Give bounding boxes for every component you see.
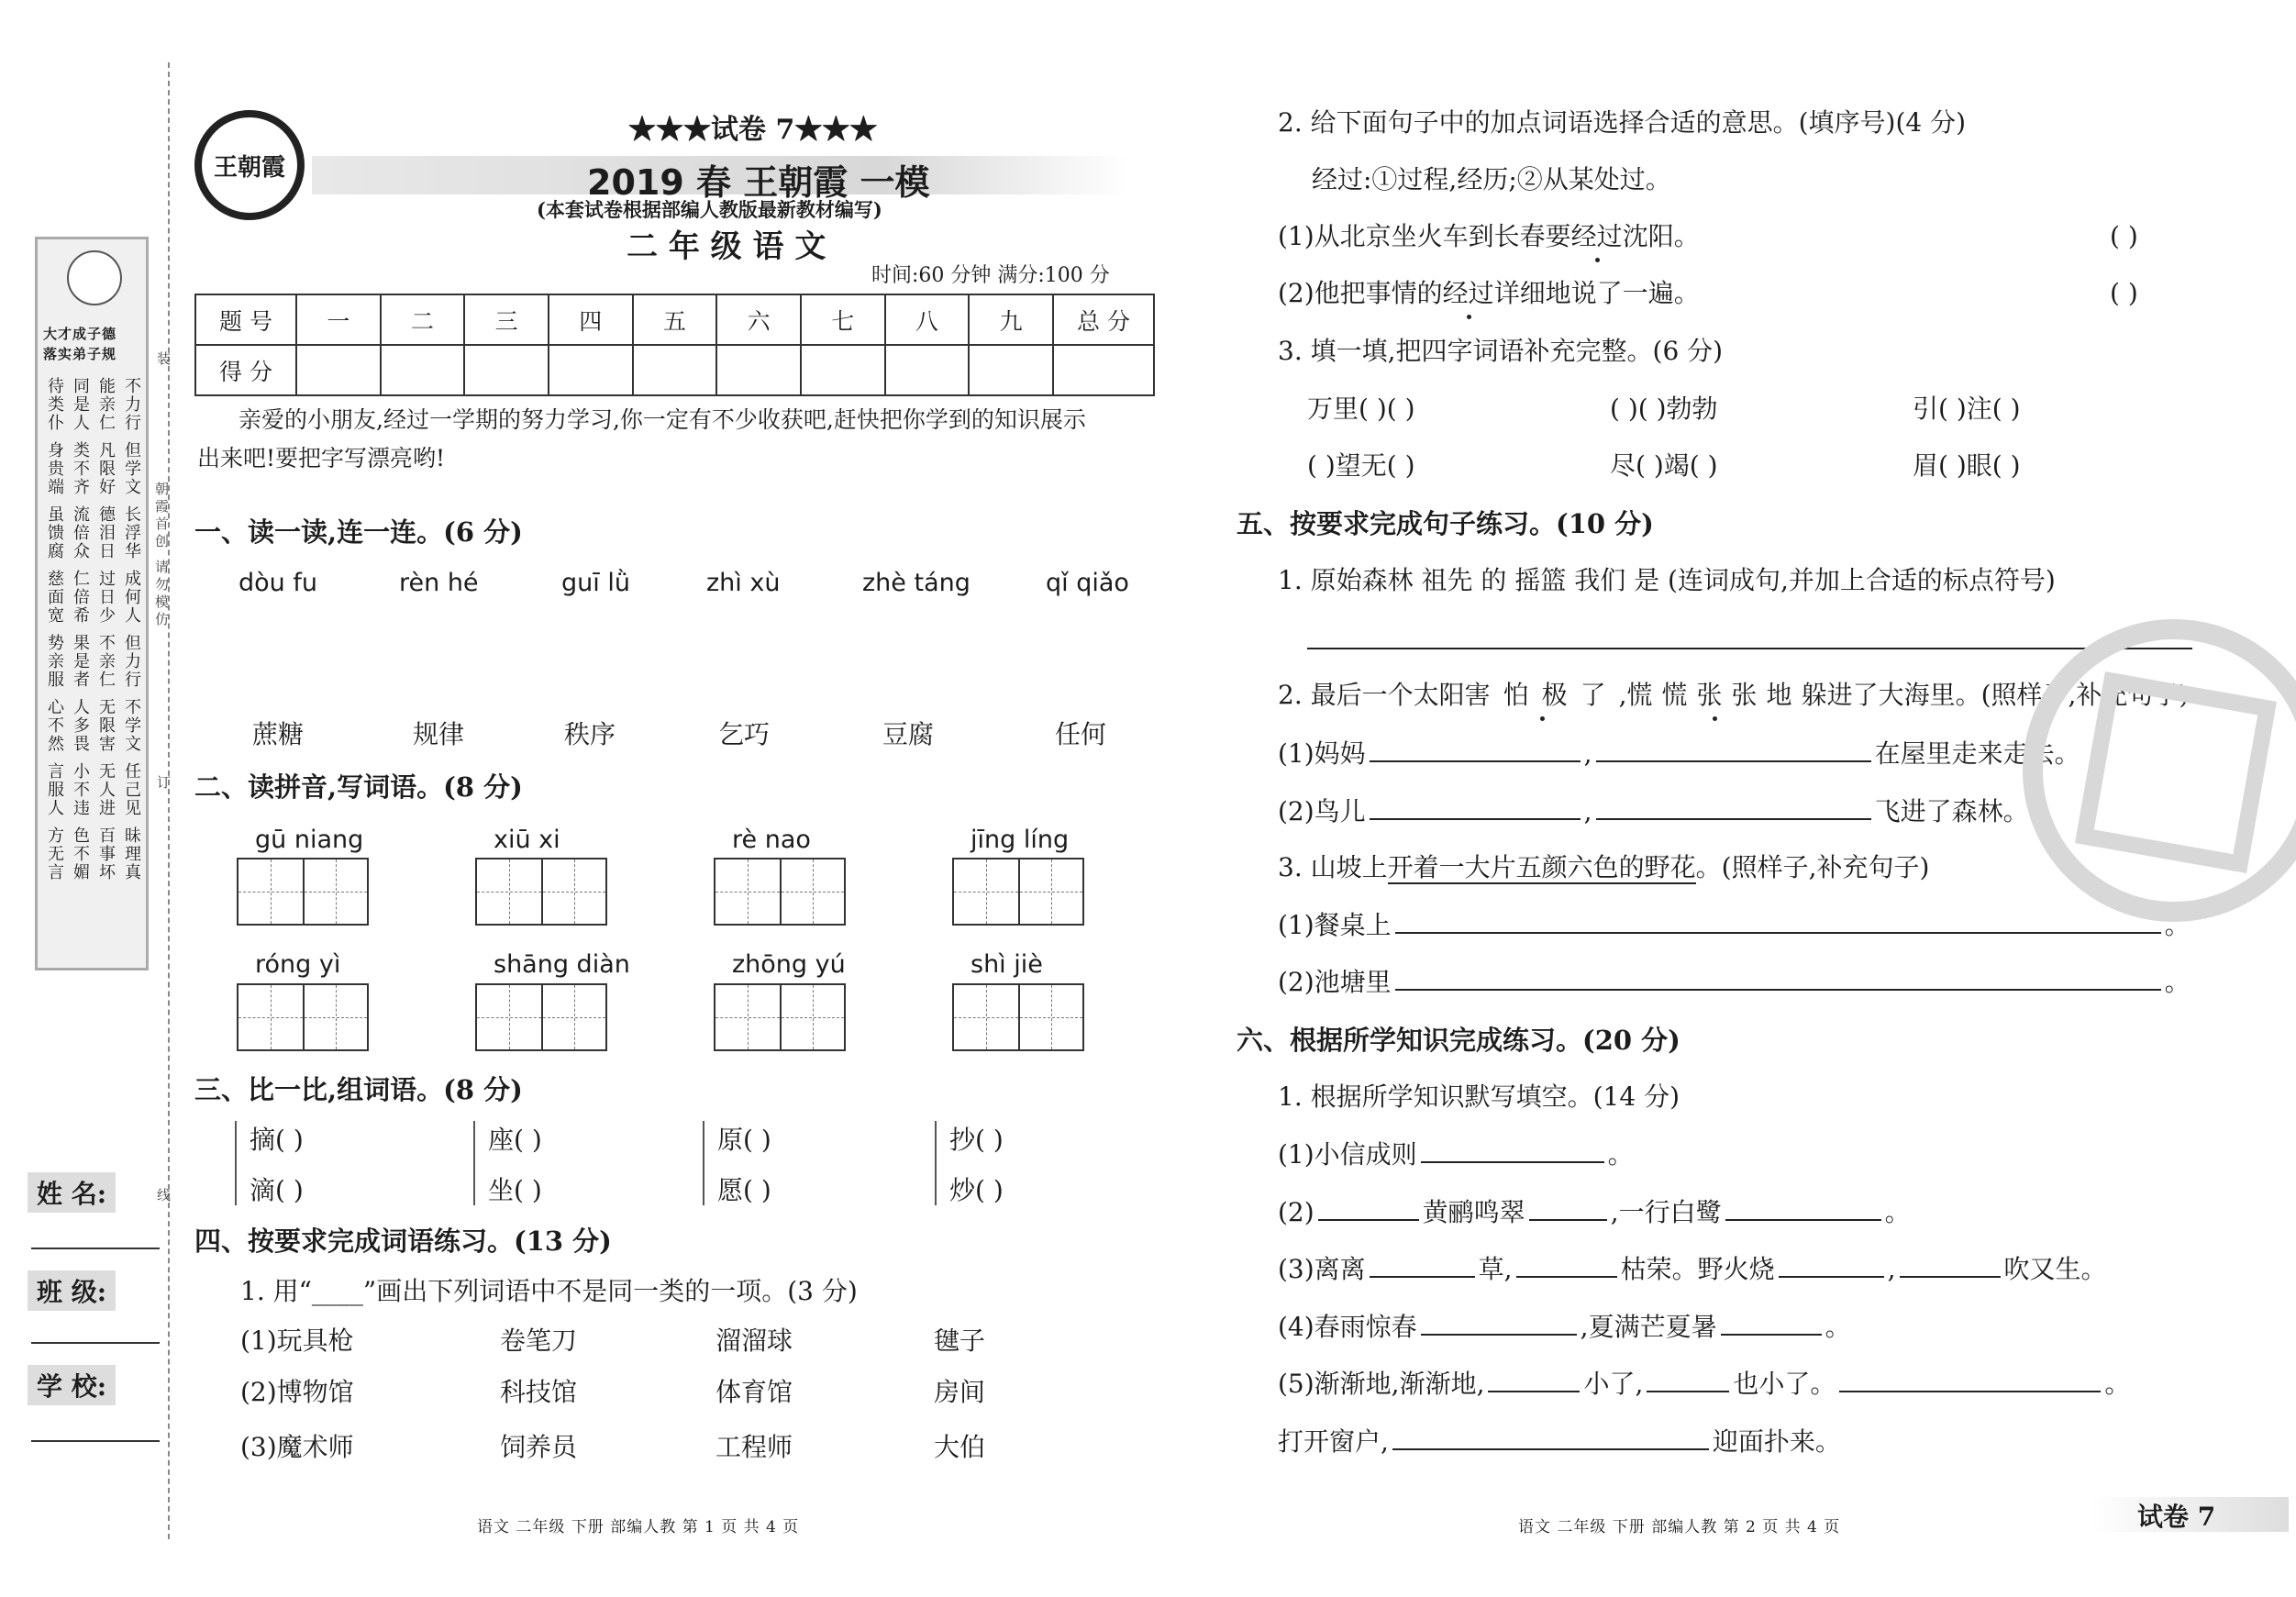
s5-q2-2 xyxy=(1278,794,2029,828)
word-item[interactable]: 豆腐 xyxy=(882,719,935,749)
motto-column: 果是者 xyxy=(71,634,90,689)
q2-1-dotted-word: 经过 xyxy=(1570,221,1623,251)
compare-bottom[interactable]: 炒( ) xyxy=(949,1175,1004,1205)
cartoon-figure-icon xyxy=(67,250,122,305)
grid-pinyin: shāng diàn xyxy=(494,950,630,979)
motto-column: 待类仆 xyxy=(45,377,64,432)
motto-column: 百事坏 xyxy=(96,826,116,882)
intro-line-1: 亲爱的小朋友,经过一学期的努力学习,你一定有不少收获吧,赶快把你学到的知识展示 xyxy=(238,406,1086,433)
school-label: 学 校: xyxy=(28,1365,116,1405)
motto-column: 势亲服 xyxy=(45,634,64,689)
class-field[interactable] xyxy=(31,1342,160,1344)
grid-cell[interactable] xyxy=(541,985,605,1049)
score-row-label: 得 分 xyxy=(195,345,296,395)
s4-q2-def: 经过:①过程,经历;②从某处过。 xyxy=(1312,164,1671,194)
watermark-seal xyxy=(2023,619,2296,922)
section-6-title: 六、根据所学知识完成练习。(20 分) xyxy=(1237,1025,1680,1056)
compare-top[interactable]: 座( ) xyxy=(488,1125,542,1155)
s4-q2-2 xyxy=(1278,277,1700,310)
s5-q3-1 xyxy=(1278,908,2191,942)
motto-column: 虽馈腐 xyxy=(45,505,64,560)
s5-q2-2-blank-a[interactable] xyxy=(1370,794,1581,820)
s5-q3-2-label: (2)池塘里 xyxy=(1278,967,1392,997)
score-header-cell: 八 xyxy=(885,294,970,345)
score-table xyxy=(194,294,1155,396)
motto-column: 不学文 xyxy=(122,698,141,753)
score-input-cell[interactable] xyxy=(296,345,381,395)
word-option[interactable]: 体育馆 xyxy=(715,1377,793,1407)
s6-l3-d: 吹又生。 xyxy=(2003,1254,2107,1284)
score-header-cell: 总 分 xyxy=(1053,294,1154,345)
compare-top[interactable]: 抄( ) xyxy=(949,1125,1004,1155)
s4-q2-2-answer[interactable]: ( ) xyxy=(2110,278,2138,308)
s5-q2-dotted-1: 害怕极了 xyxy=(1464,680,1619,710)
motto-column: 过日少 xyxy=(96,570,116,625)
s6-l2-blank-1[interactable] xyxy=(1318,1195,1419,1221)
q2-1-text-a: (1)从北京坐火车到长春要 xyxy=(1278,221,1571,251)
compare-bracket xyxy=(473,1121,475,1205)
writing-grid[interactable] xyxy=(714,983,846,1051)
compare-bracket xyxy=(235,1121,237,1205)
word-item[interactable]: 乞巧 xyxy=(718,719,771,749)
paper-title: 2019 春 王朝霞 一模 xyxy=(587,162,930,203)
idiom-item[interactable]: ( )望无( ) xyxy=(1307,450,1415,481)
binding-line xyxy=(168,62,170,1539)
s6-l1-blank[interactable] xyxy=(1421,1137,1604,1163)
s5-q3-text-a: 3. 山坡上 xyxy=(1278,852,1388,882)
word-option[interactable]: 卷笔刀 xyxy=(500,1325,578,1356)
motto-group xyxy=(41,377,144,432)
time-score: 时间:60 分钟 满分:100 分 xyxy=(871,264,1110,287)
score-header-cell: 五 xyxy=(633,294,717,345)
s5-q2-1-comma: , xyxy=(1583,738,1592,769)
motto-column: 心不然 xyxy=(45,698,64,753)
s5-q2-1-blank-b[interactable] xyxy=(1596,737,1871,762)
s5-q2-text-a: 2. 最后一个太阳 xyxy=(1278,680,1465,710)
paper-subtitle: (本套试卷根据部编人教版最新教材编写) xyxy=(537,198,882,221)
s6-l3-blank-4[interactable] xyxy=(1900,1252,2001,1278)
compare-top[interactable]: 摘( ) xyxy=(250,1125,304,1155)
grid-cell[interactable] xyxy=(780,985,844,1049)
motto-column: 色不媚 xyxy=(71,826,90,882)
s6-l3-a: (3)离离 xyxy=(1278,1254,1366,1284)
s6-l4-a: (4)春雨惊春 xyxy=(1278,1312,1417,1342)
school-field[interactable] xyxy=(31,1440,160,1442)
s4-q3: 3. 填一填,把四字词语补充完整。(6 分) xyxy=(1278,336,1724,366)
grid-cell[interactable] xyxy=(1018,985,1082,1049)
motto-column: 仁倍希 xyxy=(71,570,90,625)
s5-q3-1-period: 。 xyxy=(2164,910,2191,940)
s5-q2-2-blank-b[interactable] xyxy=(1596,794,1871,820)
s5-q3-2-blank[interactable] xyxy=(1395,965,2161,991)
motto-column: 能亲仁 xyxy=(96,377,116,432)
motto-column: 但力行 xyxy=(122,634,141,689)
score-header-cell: 四 xyxy=(549,294,633,345)
motto-column: 无限害 xyxy=(96,698,116,753)
word-item[interactable]: 规律 xyxy=(413,719,465,749)
pinyin-item[interactable]: qǐ qiǎo xyxy=(1046,569,1129,597)
s6-l2-blank-3[interactable] xyxy=(1725,1195,1881,1221)
s4-q1: 1. 用“____”画出下列词语中不是同一类的一项。(3 分) xyxy=(240,1276,858,1306)
s6-l2-b: 黄鹂鸣翠 xyxy=(1422,1197,1525,1227)
section-1-title: 一、读一读,连一连。(6 分) xyxy=(194,516,523,548)
grid-pinyin: róng yì xyxy=(255,950,341,979)
s5-q2-text-b: 躲进了大海里。(照样子,补充句子) xyxy=(1801,680,2190,710)
s6-l4-blank-2[interactable] xyxy=(1721,1310,1822,1336)
pinyin-item[interactable]: zhè táng xyxy=(862,569,971,597)
s6-l2-c: ,一行白鹭 xyxy=(1610,1197,1722,1227)
s5-q3-underlined: 开着一大片五颜六色的野花 xyxy=(1387,852,1696,882)
q2-2-text-b: 详细地说了一遍。 xyxy=(1493,278,1700,308)
writing-grid[interactable] xyxy=(237,858,369,926)
grid-cell[interactable] xyxy=(477,985,541,1049)
name-field[interactable] xyxy=(31,1248,160,1249)
section-4-title: 四、按要求完成词语练习。(13 分) xyxy=(194,1225,612,1257)
strip-zhuang: 装 xyxy=(155,351,172,369)
motto-group xyxy=(41,570,144,625)
score-header-cell: 题 号 xyxy=(195,294,296,345)
s5-q3 xyxy=(1278,851,1929,884)
motto-column: 人多畏 xyxy=(71,698,90,753)
score-input-cell[interactable] xyxy=(464,345,549,395)
motto-column: 慈面宽 xyxy=(45,570,64,625)
grid-pinyin: rè nao xyxy=(732,826,811,854)
s5-q2-1-blank-a[interactable] xyxy=(1370,737,1581,762)
score-header-cell: 七 xyxy=(801,294,885,345)
idiom-item[interactable]: 万里( )( ) xyxy=(1307,394,1415,424)
score-input-cell[interactable] xyxy=(1053,345,1154,395)
word-option[interactable]: 房间 xyxy=(934,1377,986,1407)
class-label: 班 级: xyxy=(28,1270,116,1311)
word-option[interactable]: 大伯 xyxy=(934,1432,986,1462)
grid-cell[interactable] xyxy=(303,859,367,924)
publisher-logo xyxy=(194,110,305,220)
word-option[interactable]: 溜溜球 xyxy=(715,1325,793,1356)
word-option[interactable]: (3)魔术师 xyxy=(240,1432,354,1462)
s6-l1-text: (1)小信成则 xyxy=(1278,1139,1417,1170)
score-input-cell[interactable] xyxy=(885,345,970,395)
strip-xian: 线 xyxy=(155,1188,172,1205)
word-option[interactable]: 饲养员 xyxy=(500,1432,578,1462)
pinyin-item[interactable]: guī lǜ xyxy=(561,569,630,597)
pinyin-item[interactable]: rèn hé xyxy=(399,569,479,597)
s5-q2-1-label: (1)妈妈 xyxy=(1278,738,1366,769)
footer-badge: 试卷 7 xyxy=(2137,1502,2216,1532)
motto-column: 德泪日 xyxy=(96,505,116,560)
s6-l4-period: 。 xyxy=(1825,1312,1851,1342)
s6-l5-a: (5)渐渐地,渐渐地, xyxy=(1278,1369,1485,1399)
word-option[interactable]: (1)玩具枪 xyxy=(240,1325,354,1356)
motto-sidebar xyxy=(35,237,149,970)
s6-line-4 xyxy=(1278,1310,1851,1344)
grid-cell[interactable] xyxy=(954,859,1018,924)
s6-l5-blank-3[interactable] xyxy=(1839,1367,2101,1392)
s5-q3-2-period: 。 xyxy=(2164,967,2191,997)
s6-l5-period: 。 xyxy=(2104,1369,2131,1399)
s5-q2-2-label: (2)鸟儿 xyxy=(1278,796,1366,826)
compare-top[interactable]: 原( ) xyxy=(717,1125,771,1155)
motto-group xyxy=(41,441,144,496)
score-header-row xyxy=(195,294,1154,345)
motto-column: 成何人 xyxy=(122,570,141,625)
score-header-cell: 六 xyxy=(716,294,801,345)
s5-q2-2-tail: 飞进了森林。 xyxy=(1874,796,2029,826)
s4-q2-1-answer[interactable]: ( ) xyxy=(2110,221,2138,251)
s6-line-2 xyxy=(1278,1195,1911,1229)
q2-1-text-b: 沈阳。 xyxy=(1622,221,1700,251)
footer-page-1: 语文 二年级 下册 部编人教 第 1 页 共 4 页 xyxy=(477,1518,800,1536)
s6-l5-c: 也小了。 xyxy=(1733,1369,1836,1399)
grid-pinyin: shì jiè xyxy=(971,950,1043,979)
s5-q3-1-blank[interactable] xyxy=(1395,908,2161,934)
s5-q1: 1. 原始森林 祖先 的 摇篮 我们 是 (连词成句,并加上合适的标点符号) xyxy=(1278,565,2056,595)
q2-2-dotted-word: 经过 xyxy=(1442,278,1494,308)
grid-cell[interactable] xyxy=(541,859,605,924)
word-item[interactable]: 任何 xyxy=(1055,719,1107,749)
grid-pinyin: gū niang xyxy=(255,826,364,854)
writing-grid[interactable] xyxy=(714,858,846,926)
score-header-cell: 九 xyxy=(969,294,1053,345)
s5-q2-comma: , xyxy=(1618,680,1627,710)
s6-l2-blank-2[interactable] xyxy=(1529,1195,1607,1221)
s5-q3-1-label: (1)餐桌上 xyxy=(1278,910,1392,940)
compare-bottom[interactable]: 滴( ) xyxy=(250,1175,304,1205)
logo-text: 王朝霞 xyxy=(213,153,285,182)
section-3-title: 三、比一比,组词语。(8 分) xyxy=(194,1074,523,1105)
s6-l1-period: 。 xyxy=(1607,1139,1634,1170)
s6-l2-period: 。 xyxy=(1884,1197,1911,1227)
motto-column: 言服人 xyxy=(45,762,64,817)
s5-q3-2 xyxy=(1278,965,2191,999)
subject-title: 二 年 级 语 文 xyxy=(627,228,826,265)
grid-cell[interactable] xyxy=(715,985,780,1049)
grid-cell[interactable] xyxy=(477,859,541,924)
footer-page-2: 语文 二年级 下册 部编人教 第 2 页 共 4 页 xyxy=(1518,1518,1841,1536)
score-header-cell: 一 xyxy=(296,294,381,345)
score-input-cell[interactable] xyxy=(633,345,717,395)
motto-column: 类不齐 xyxy=(71,441,90,496)
motto-column: 长浮华 xyxy=(122,505,141,560)
pinyin-item[interactable]: zhì xù xyxy=(706,569,781,597)
s6-line-1 xyxy=(1278,1137,1634,1171)
name-label: 姓 名: xyxy=(28,1172,116,1213)
grid-cell[interactable] xyxy=(238,859,303,924)
section-5-title: 五、按要求完成句子练习。(10 分) xyxy=(1237,508,1654,539)
s6-l3-c: 枯荣。野火烧 xyxy=(1620,1254,1775,1284)
s6-l3-comma: , xyxy=(1887,1254,1896,1284)
motto-top-1: 大才成子德 xyxy=(43,326,117,342)
s6-l2-a: (2) xyxy=(1278,1197,1314,1227)
motto-column: 凡限好 xyxy=(96,441,116,496)
writing-grid[interactable] xyxy=(475,983,607,1051)
s6-l6-blank[interactable] xyxy=(1392,1425,1709,1450)
score-header-cell: 二 xyxy=(381,294,465,345)
grid-cell[interactable] xyxy=(303,985,367,1049)
motto-column: 无人进 xyxy=(96,762,116,817)
idiom-item[interactable]: 尽( )竭( ) xyxy=(1610,450,1718,481)
motto-column: 不力行 xyxy=(122,377,141,432)
s6-l6-a: 打开窗户, xyxy=(1278,1426,1389,1457)
s6-l4-b: ,夏满芒夏暑 xyxy=(1580,1312,1717,1342)
idiom-item[interactable]: ( )( )勃勃 xyxy=(1610,394,1718,424)
motto-column: 流倍众 xyxy=(71,505,90,560)
grid-cell[interactable] xyxy=(238,985,303,1049)
motto-group xyxy=(41,634,144,689)
s6-l3-blank-2[interactable] xyxy=(1516,1252,1617,1278)
s6-q1: 1. 根据所学知识默写填空。(14 分) xyxy=(1278,1081,1680,1112)
motto-column: 不亲仁 xyxy=(96,634,116,689)
s5-q3-text-b: 。(照样子,补充句子) xyxy=(1695,852,1930,882)
compare-bottom[interactable]: 愿( ) xyxy=(717,1175,771,1205)
word-option[interactable]: 科技馆 xyxy=(500,1377,578,1407)
s4-q2-1 xyxy=(1278,220,1700,253)
motto-group xyxy=(41,762,144,817)
paper-series: ★★★试卷 7★★★ xyxy=(628,114,878,146)
score-input-cell[interactable] xyxy=(381,345,465,395)
compare-bottom[interactable]: 坐( ) xyxy=(488,1175,542,1205)
word-item[interactable]: 秩序 xyxy=(564,719,616,749)
grid-cell[interactable] xyxy=(954,985,1018,1049)
word-item[interactable]: 蔗糖 xyxy=(252,719,305,749)
idiom-item[interactable]: 眉( )眼( ) xyxy=(1913,450,2021,481)
s6-line-6 xyxy=(1278,1425,1841,1458)
motto-column: 昧理真 xyxy=(122,826,141,882)
score-input-cell[interactable] xyxy=(969,345,1053,395)
motto-text xyxy=(41,377,144,891)
s6-l5-blank-1[interactable] xyxy=(1488,1367,1580,1392)
s6-l3-blank-3[interactable] xyxy=(1779,1252,1884,1278)
compare-bracket xyxy=(703,1121,704,1205)
section-2-title: 二、读拼音,写词语。(8 分) xyxy=(194,771,523,803)
s6-l5-blank-2[interactable] xyxy=(1647,1367,1729,1392)
word-option[interactable]: 工程师 xyxy=(715,1432,793,1462)
writing-grid[interactable] xyxy=(475,858,607,926)
writing-grid[interactable] xyxy=(237,983,369,1051)
intro-line-2: 出来吧!要把字写漂亮哟! xyxy=(197,445,446,471)
motto-column: 小不违 xyxy=(71,762,90,817)
motto-group xyxy=(41,698,144,753)
score-input-cell[interactable] xyxy=(549,345,633,395)
score-value-row xyxy=(195,345,1154,395)
motto-group xyxy=(41,826,144,882)
motto-column: 同是人 xyxy=(71,377,90,432)
motto-top-2: 落实弟子规 xyxy=(43,346,117,362)
s6-line-5 xyxy=(1278,1367,2130,1401)
strip-original: 朝霞首创 请勿模仿 xyxy=(153,482,170,629)
q2-2-text-a: (2)他把事情的 xyxy=(1278,278,1443,308)
motto-column: 但学文 xyxy=(122,441,141,496)
s6-l6-b: 迎面扑来。 xyxy=(1712,1426,1841,1457)
s5-q2-dotted-2: 慌慌张张地 xyxy=(1626,680,1802,710)
score-header-cell: 三 xyxy=(464,294,549,345)
score-input-cell[interactable] xyxy=(716,345,801,395)
s5-q2-1-tail: 在屋里走来走去。 xyxy=(1874,738,2080,769)
grid-pinyin: zhōng yú xyxy=(732,950,846,979)
s5-q2-2-comma: , xyxy=(1583,796,1592,826)
grid-pinyin: jīng líng xyxy=(971,826,1070,854)
grid-cell[interactable] xyxy=(780,859,844,924)
writing-grid[interactable] xyxy=(952,983,1084,1051)
word-option[interactable]: (2)博物馆 xyxy=(240,1377,354,1407)
s4-q2: 2. 给下面句子中的加点词语选择合适的意思。(填序号)(4 分) xyxy=(1278,107,1967,138)
compare-bracket xyxy=(935,1121,937,1205)
s6-l3-blank-1[interactable] xyxy=(1370,1252,1475,1278)
motto-column: 方无言 xyxy=(45,826,64,882)
writing-grid[interactable] xyxy=(952,858,1084,926)
idiom-item[interactable]: 引( )注( ) xyxy=(1913,394,2021,424)
strip-ding: 订 xyxy=(155,775,172,793)
s6-l4-blank-1[interactable] xyxy=(1421,1310,1577,1336)
grid-cell[interactable] xyxy=(1018,859,1082,924)
s6-l5-b: 小了, xyxy=(1583,1369,1644,1399)
pinyin-item[interactable]: dòu fu xyxy=(238,569,317,597)
grid-cell[interactable] xyxy=(715,859,780,924)
motto-column: 身贵端 xyxy=(45,441,64,496)
motto-group xyxy=(41,505,144,560)
grid-pinyin: xiū xi xyxy=(494,826,560,854)
s5-q2-1 xyxy=(1278,737,2080,771)
word-option[interactable]: 毽子 xyxy=(934,1325,986,1356)
motto-column: 任己见 xyxy=(122,762,141,817)
s6-l3-b: 草, xyxy=(1478,1254,1513,1284)
score-input-cell[interactable] xyxy=(801,345,885,395)
s5-q1-answer-line[interactable] xyxy=(1307,648,2192,649)
s6-line-3 xyxy=(1278,1252,2107,1286)
